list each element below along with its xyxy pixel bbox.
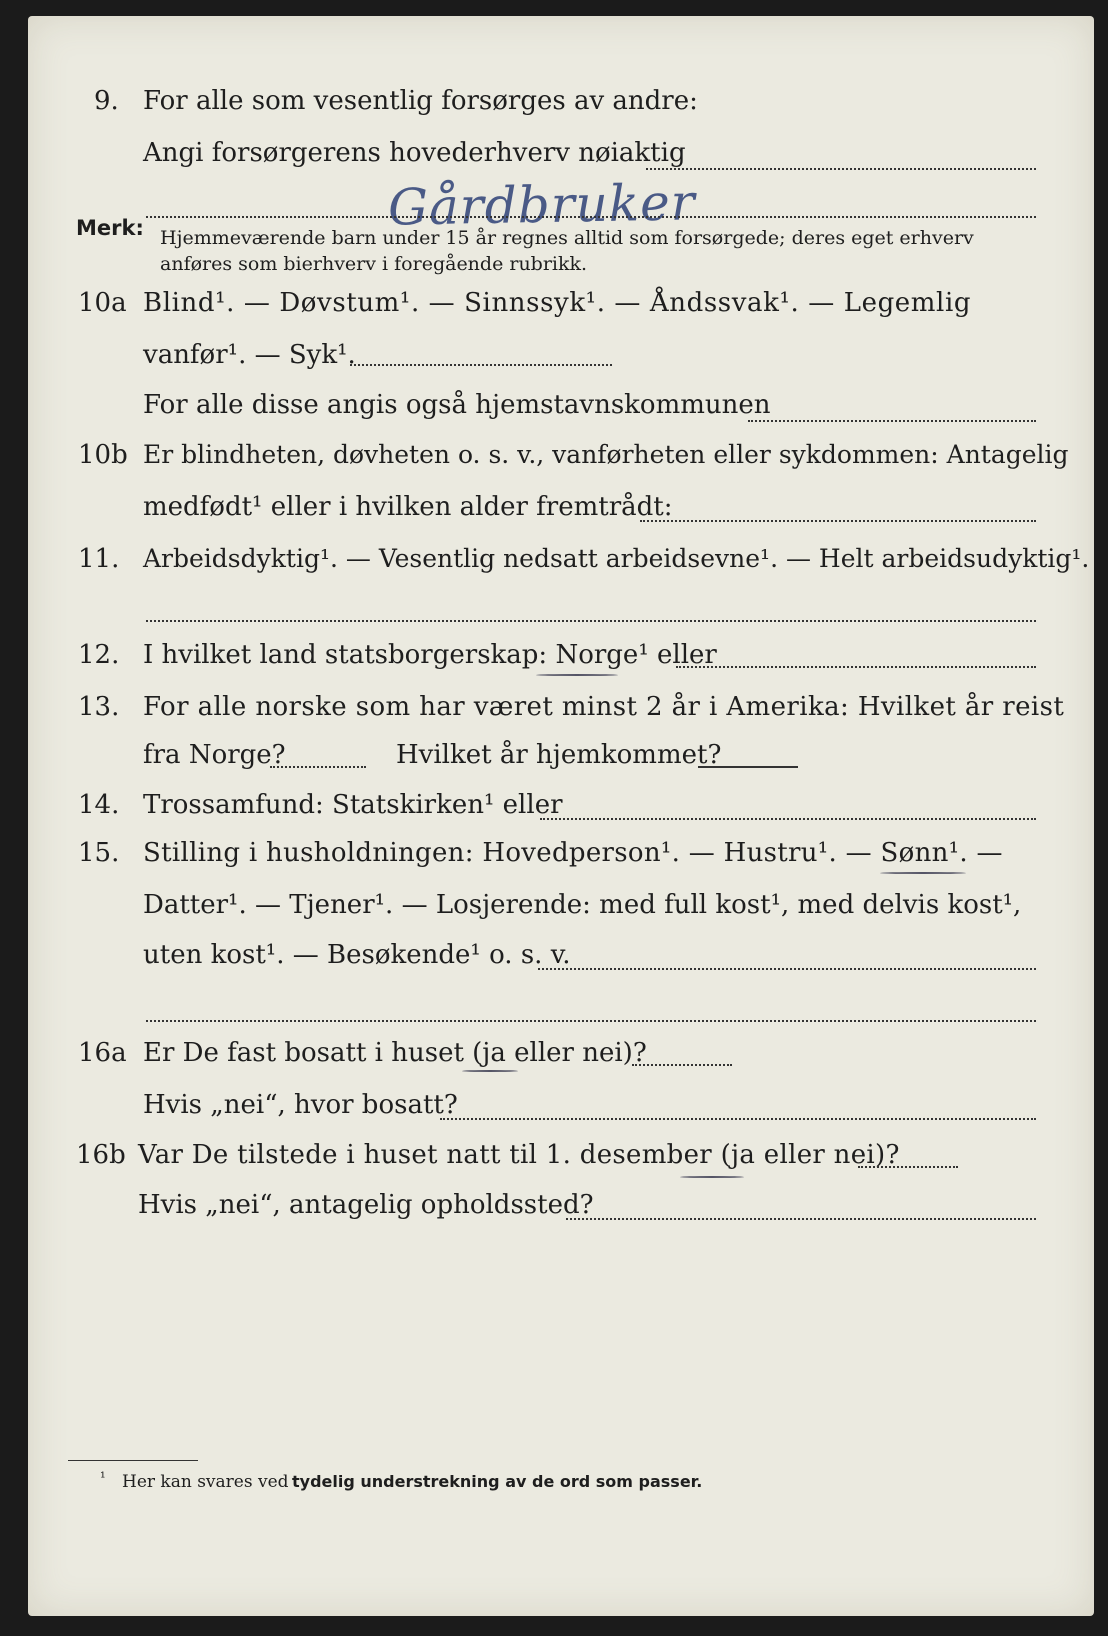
q16a-line1: Er De fast bosatt i huset (ja eller nei)? (143, 1038, 647, 1068)
q10a-hjemstavn-line[interactable] (748, 420, 1036, 422)
q9-handwritten-answer: Gårdbruker (387, 173, 697, 237)
q16b-opholdssted-line[interactable] (566, 1218, 1036, 1220)
q13-number: 13. (78, 692, 120, 722)
q15-line3: uten kost¹. — Besøkende¹ o. s. v. (143, 940, 571, 970)
q12-norge-underline (536, 674, 618, 676)
q10a-line2: vanfør¹. — Syk¹. (143, 340, 356, 370)
census-form-page (28, 16, 1094, 1616)
q10b-number: 10b (78, 440, 128, 470)
q16b-answer-line[interactable] (858, 1166, 958, 1168)
q13-hjemkommet-line[interactable] (698, 766, 798, 768)
q11-answer-line[interactable] (146, 620, 1036, 622)
q16b-line2: Hvis „nei“, antagelig opholdssted? (138, 1190, 594, 1220)
q9-answer-line1[interactable] (646, 168, 1036, 170)
q9-line1: For alle som vesentlig forsørges av andre: (143, 86, 698, 116)
q9-answer-line2[interactable] (146, 216, 1036, 218)
merk-line1: Hjemmeværende barn under 15 år regnes alltid som forsørgede; deres eget erhverv (160, 227, 974, 249)
q16b-ja-underline (680, 1176, 744, 1178)
q13-line2b: Hvilket år hjemkommet? (396, 740, 722, 770)
q16a-answer-line[interactable] (632, 1064, 732, 1066)
q15-sonn-underline (880, 872, 966, 874)
merk-line2: anføres som bierhverv i foregående rubrikk. (160, 253, 588, 275)
q16a-line2: Hvis „nei“, hvor bosatt? (143, 1090, 458, 1120)
q9-line2: Angi forsørgerens hovederhverv nøiaktig (143, 138, 686, 168)
q10a-number: 10a (78, 288, 127, 318)
q11-line1: Arbeidsdyktig¹. — Vesentlig nedsatt arbeidsevne¹. — Helt arbeidsudyktig¹. (143, 544, 1090, 573)
q16b-line1: Var De tilstede i huset natt til 1. desember (ja eller nei)? (138, 1140, 900, 1170)
q13-line1: For alle norske som har været minst 2 år i Amerika: Hvilket år reist (143, 692, 1065, 722)
q16a-bosatt-line[interactable] (440, 1118, 1036, 1120)
q14-answer-line[interactable] (540, 818, 1036, 820)
q15-answer-line2[interactable] (146, 1020, 1036, 1022)
q10b-line1: Er blindheten, døvheten o. s. v., vanførheten eller sykdommen: Antagelig (143, 440, 1069, 469)
q15-answer-line1[interactable] (538, 968, 1036, 970)
q10b-answer-line[interactable] (640, 520, 1036, 522)
q15-number: 15. (78, 838, 120, 868)
footnote-text: Her kan svares ved (122, 1472, 289, 1492)
q14-number: 14. (78, 790, 120, 820)
q15-line1: Stilling i husholdningen: Hovedperson¹. — Hustru¹. — Sønn¹. — (143, 838, 1003, 868)
q11-number: 11. (78, 544, 120, 574)
footnote-rule (68, 1460, 198, 1461)
q12-answer-line[interactable] (676, 666, 1036, 668)
footnote-bold-text: tydelig understrekning av de ord som passer. (292, 1472, 703, 1491)
q10a-syk-line[interactable] (350, 364, 612, 366)
q16a-number: 16a (78, 1038, 127, 1068)
q10a-line3: For alle disse angis også hjemstavnskommunen (143, 390, 771, 420)
q13-line2a: fra Norge? (143, 740, 286, 770)
q10a-line1: Blind¹. — Døvstum¹. — Sinnssyk¹. — Åndssvak¹. — Legemlig (143, 288, 972, 318)
q14-line1: Trossamfund: Statskirken¹ eller (143, 790, 563, 820)
q9-number: 9. (94, 86, 119, 116)
footnote-marker: ¹ (100, 1470, 106, 1486)
q12-line1: I hvilket land statsborgerskap: Norge¹ eller (143, 640, 717, 670)
q16a-ja-underline (462, 1070, 518, 1072)
q13-reist-line[interactable] (270, 766, 366, 768)
merk-label: Merk: (76, 216, 144, 240)
q12-number: 12. (78, 640, 120, 670)
q16b-number: 16b (76, 1140, 126, 1170)
q10b-line2: medfødt¹ eller i hvilken alder fremtrådt: (143, 492, 673, 522)
q15-line2: Datter¹. — Tjener¹. — Losjerende: med full kost¹, med delvis kost¹, (143, 890, 1022, 920)
